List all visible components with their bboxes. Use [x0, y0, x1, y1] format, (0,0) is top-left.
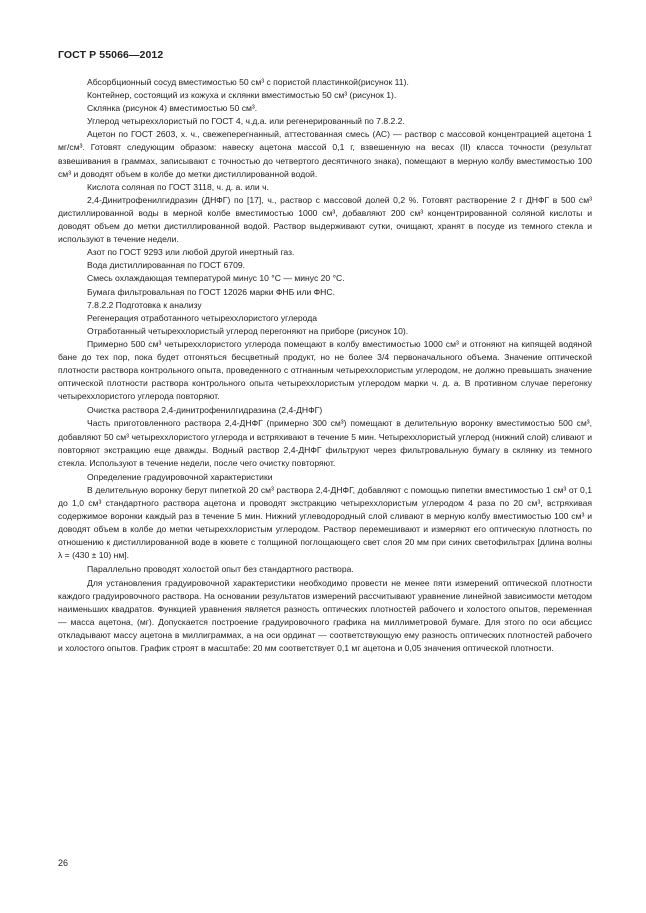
- paragraph: Параллельно проводят холостой опыт без стандартного раствора.: [87, 564, 354, 575]
- paragraph: Вода дистиллированная по ГОСТ 6709.: [87, 260, 246, 271]
- subsection-heading: Очистка раствора 2,4-динитрофенилгидразина (2,4-ДНФГ): [87, 405, 323, 416]
- paragraph: Для установления градуировочной характеристики необходимо провести не менее пяти измерений оптической плотности каждого градуировочного раствора. На основании результатов измерений рассчитывают уравнение линейной зависимости методом наименьших квадратов. Функцией уравнения является разность оптических плотностей рабочего и холостого опытов, переменная — масса ацетона, (мг). Допускается построение градуировочного графика на миллиметровой бумаге. Для этого по оси абсцисс откладывают массу ацетона в миллиграммах, а на оси ординат — соответствующую ему разность оптических плотностей рабочего и холостого опытов. График строят в масштабе: 20 мм соответствует 0,1 мг ацетона и 0,05 значения оптической плотности.: [58, 577, 592, 654]
- paragraph: Бумага фильтровальная по ГОСТ 12026 марки ФНБ или ФНС.: [87, 286, 335, 297]
- paragraph: Отработанный четыреххлористый углерод перегоняют на приборе (рисунок 10).: [87, 325, 409, 336]
- paragraph: Смесь охлаждающая температурой минус 10 °С — минус 20 °С.: [87, 273, 345, 284]
- paragraph: Азот по ГОСТ 9293 или любой другой инертный газ.: [87, 247, 295, 258]
- subsection-heading: Определение градуировочной характеристики: [87, 471, 273, 482]
- document-header: ГОСТ Р 55066—2012: [58, 49, 164, 61]
- paragraph: Углерод четыреххлористый по ГОСТ 4, ч.д.а. или регенерированный по 7.8.2.2.: [87, 116, 405, 127]
- paragraph: Абсорбционный сосуд вместимостью 50 см³ с пористой пластинкой(рисунок 11).: [87, 77, 409, 87]
- paragraph: 2,4-Динитрофенилгидразин (ДНФГ) по [17], ч., раствор с массовой долей 0,2 %. Готовят растворение 2 г ДНФГ в 500 см³ дистиллированной воды в мерной колбе вместимостью 1000 см³, добавляют 200 см³ концентрированной соляной кислоты и доводят объем до метки дистиллированной водой. Раствор выдерживают сутки, очищают, хранят в посуде из темного стекла и используют в течение недели.: [58, 194, 592, 245]
- paragraph: Склянка (рисунок 4) вместимостью 50 см³.: [87, 103, 258, 114]
- paragraph: В делительную воронку берут пипеткой 20 см³ раствора 2,4-ДНФГ, добавляют с помощью пипетки вместимостью 1 см³ от 0,1 до 1,0 см³ стандартного раствора ацетона и проводят экстракцию четыреххлористым углеродом 4 раза по 20 см³, встряхивая содержимое воронки каждый раз в течение 5 мин. Нижний углеводородный слой сливают в мерную колбу вместимостью 100 см³ и доводят объем в колбе до метки четыреххлористым углеродом. Раствор перемешивают и измеряют его оптическую плотность по отношению к дистиллированной воде в кювете с толщиной поглощающего свет слоя 20 мм при синих светофильтрах [длина волны λ = (430 ± 10) нм].: [58, 484, 592, 561]
- paragraph: Ацетон по ГОСТ 2603, х. ч., свежеперегнанный, аттестованная смесь (АС) — раствор с массовой концентрацией ацетона 1 мг/см³. Готовят следующим образом: навеску ацетона массой 0,1 г, взвешенную на весах (II) класса точности (результат взвешивания в граммах, записывают с точностью до четвертого десятичного знака), помещают в мерную колбу вместимостью 100 см³ и доводят объем в колбе до метки дистиллированной водой.: [58, 129, 592, 179]
- page-number: 26: [58, 858, 69, 868]
- section-heading: 7.8.2.2 Подготовка к анализу: [87, 299, 202, 310]
- paragraph: Часть приготовленного раствора 2,4-ДНФГ (примерно 300 см³) помещают в делительную воронку вместимостью 500 см³, добавляют 50 см³ четыреххлористого углерода и встряхивают в течение 5 мин. Четыреххлористый углерод (нижний слой) сливают и повторяют экстракцию еще дважды. Водный раствор 2,4-ДНФГ фильтруют через фильтровальную бумагу в склянку из темного стекла. Используют в течение недели, после чего очистку повторяют.: [58, 418, 592, 468]
- document-body: [58, 76, 592, 655]
- paragraph: Кислота соляная по ГОСТ 3118, ч. д. а. или ч.: [87, 181, 269, 192]
- paragraph: Контейнер, состоящий из кожуха и склянки вместимостью 50 см³ (рисунок 1).: [87, 90, 397, 101]
- paragraph: Примерно 500 см³ четыреххлористого углерода помещают в колбу вместимостью 1000 см³ и отгоняют на кипящей водяной бане до тех пор, пока будет отгоняться бесцветный продукт, но не более 3/4 первоначального объема. Значение оптической плотности раствора контрольного опыта, проведенного с отгнанным четыреххлористым углеродом, не должно превышать значение оптической плотности раствора контрольного опыта четыреххлористым углеродом марки ч. д. а. В противном случае перегонку четыреххлористого углерода повторяют.: [58, 338, 592, 402]
- subsection-heading: Регенерация отработанного четыреххлористого углерода: [87, 312, 318, 323]
